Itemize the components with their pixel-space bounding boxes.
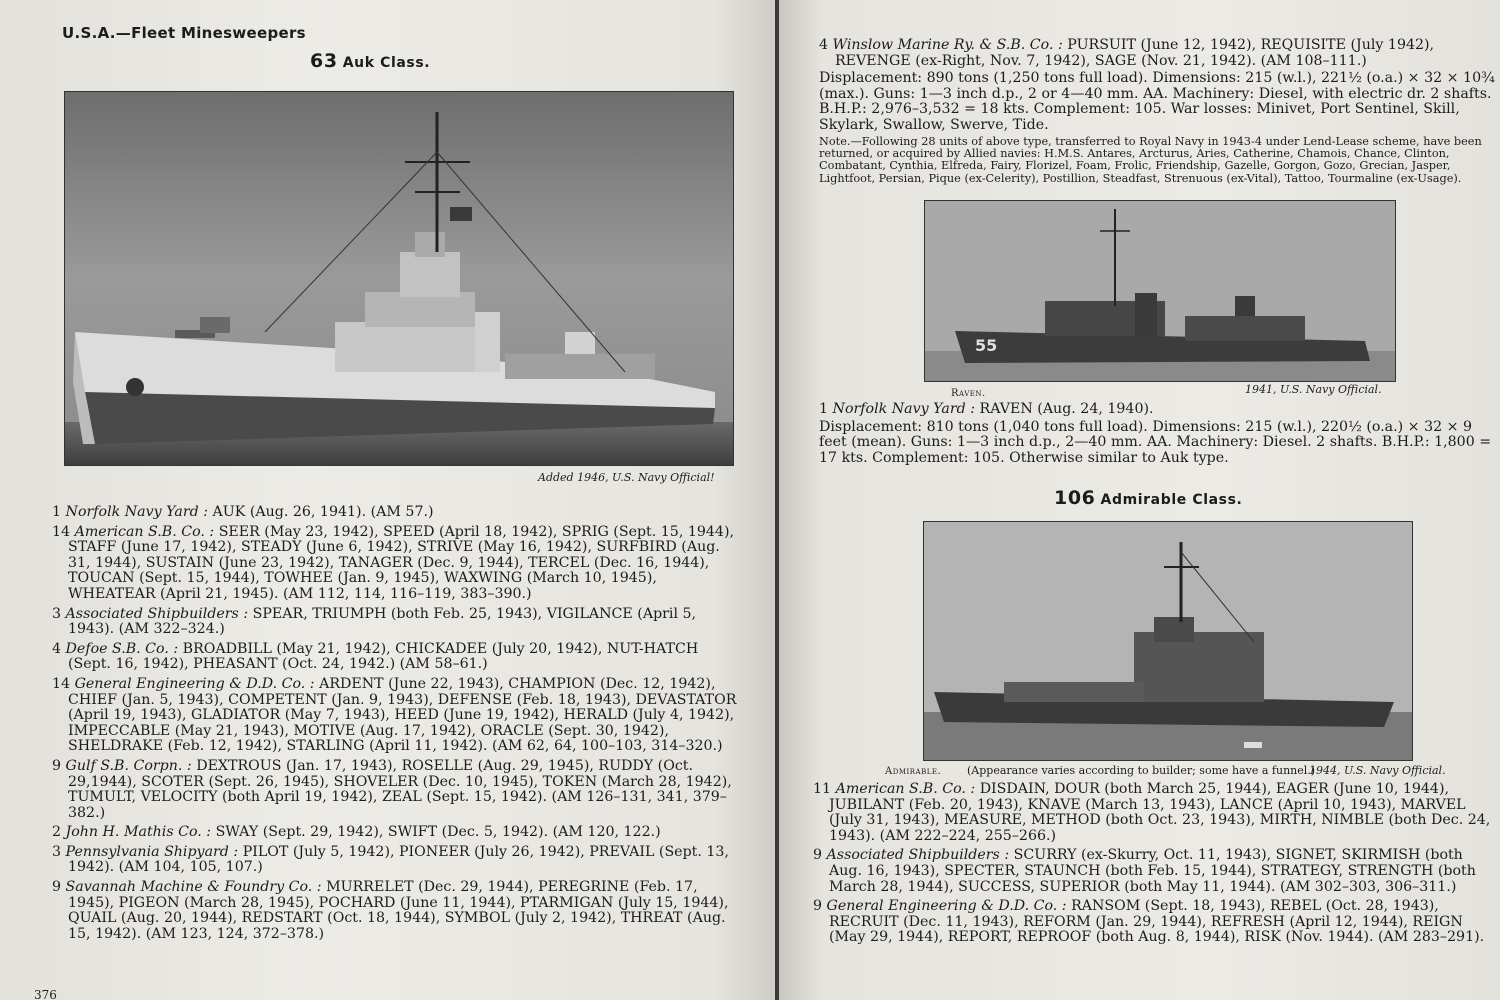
- entry-savannah-machine: 9 Savannah Machine & Foundry Co. : MURRELET (Dec. 29, 1944), PEREGRINE (Feb. 17, 1945), PIGEON (March 28, 1945), POCHARD (June 11, 1944), PTARMIGAN (July 15, 1944), QUAIL (Aug. 20, 1944), REDSTART (Oct. 18, 1944), SYMBOL (July 2, 1942), THREAT (Aug. 15, 1942). (AM 123, 124, 372–378.): [52, 879, 729, 942]
- auk-builders-list: [52, 505, 742, 946]
- page-header: U.S.A.—Fleet Minesweepers: [62, 24, 306, 42]
- admirable-class-name: Admirable Class.: [1100, 492, 1243, 508]
- auk-class-count: 63: [310, 50, 338, 72]
- raven-specifications: Displacement: 810 tons (1,040 tons full load). Dimensions: 215 (w.l.), 220½ (o.a.) × 32 × 9 feet (mean). Guns: 1—3 inch d.p., 2—40 mm. AA. Machinery: Diesel. 2 shafts. B.H.P.: 1,800 = 17 kts. Complement: 105. Otherwise similar to Auk type.: [819, 418, 1492, 466]
- admirable-caption-name: Admirable.: [885, 766, 942, 777]
- admirable-caption-note: (Appearance varies according to builder; some have a funnel.): [967, 764, 1316, 777]
- raven-caption-credit: 1941, U.S. Navy Official.: [1245, 383, 1382, 396]
- entry-admirable-american-sb: 11 American S.B. Co. : DISDAIN, DOUR (both March 25, 1944), EAGER (June 10, 1944), JUBILANT (Feb. 20, 1943), KNAVE (March 13, 1943), LANCE (April 10, 1943), MARVEL (July 31, 1943), MEASURE, METHOD (both Oct. 23, 1943), MIRTH, NIMBLE (both Dec. 24, 1943). (AM 222–224, 255–266.): [813, 781, 1491, 844]
- admirable-caption-credit: 1944, U.S. Navy Official.: [1309, 764, 1446, 777]
- entry-defoe-sb: 4 Defoe S.B. Co. : BROADBILL (May 21, 1942), CHICKADEE (July 20, 1942), NUT-HATCH (Sept. 16, 1942), PHEASANT (Oct. 24, 1942.) (AM 58–61.): [52, 640, 699, 673]
- admirable-ship-photo: [923, 521, 1413, 761]
- entry-norfolk-auk: 1 Norfolk Navy Yard : AUK (Aug. 26, 1941). (AM 57.): [52, 504, 434, 520]
- raven-caption-name: Raven.: [951, 388, 986, 399]
- auk-class-name: Auk Class.: [342, 55, 431, 71]
- auk-photo-caption: Added 1946, U.S. Navy Official!: [538, 471, 715, 484]
- admirable-class-heading: [1054, 487, 1242, 509]
- admirable-builders-list: [813, 782, 1497, 950]
- auk-specifications: Displacement: 890 tons (1,250 tons full load). Dimensions: 215 (w.l.), 221½ (o.a.) × 32 × 10¾ (max.). Guns: 1—3 inch d.p., 2 or 4—40 mm. AA. Machinery: Diesel, with electric dr. 2 shafts. B.H.P.: 2,976–3,532 = 18 kts. Complement: 105. War losses: Minivet, Port Sentinel, Skill, Skylark, Swallow, Swerve, Tide.: [819, 70, 1495, 133]
- lend-lease-note: Note.—Following 28 units of above type, transferred to Royal Navy in 1943-4 under Lend-Lease scheme, have been returned, or acquired by Allied navies: H.M.S. Antares, Arcturus, Aries, Catherine, Chamois, Chance, Clinton, Combatant, Cynthia, Elfreda, Fairy, Florizel, Foam, Frolic, Friendship, Gazelle, Gorgon, Gozo, Grecian, Jasper, Lightfoot, Persian, Pique (ex-Celerity), Postillion, Steadfast, Strenuous (ex-Vital), Tattoo, Tourmaline (ex-Usage).: [819, 134, 1482, 185]
- raven-ship-image: [925, 201, 1395, 381]
- entry-admirable-associated: 9 Associated Shipbuilders : SCURRY (ex-Skurry, Oct. 11, 1943), SIGNET, SKIRMISH (both Aug. 16, 1943), SPECTER, STAUNCH (both Feb. 15, 1944), STRATEGY, STRENGTH (both March 28, 1944), SUCCESS, SUPERIOR (both May 11, 1944). (AM 302–303, 306–311.): [813, 847, 1476, 895]
- entry-pennsylvania-shipyard: 3 Pennsylvania Shipyard : PILOT (July 5, 1942), PIONEER (July 26, 1942), PREVAIL (Sept. 13, 1942). (AM 104, 105, 107.): [52, 843, 729, 876]
- entry-associated-shipbuilders: 3 Associated Shipbuilders : SPEAR, TRIUMPH (both Feb. 25, 1943), VIGILANCE (April 5, 1943). (AM 322–324.): [52, 605, 697, 638]
- auk-class-heading: [310, 50, 430, 72]
- entry-american-sb: 14 American S.B. Co. : SEER (May 23, 1942), SPEED (April 18, 1942), SPRIG (Sept. 15, 1944), STAFF (June 17, 1942), STEADY (June 6, 1942), STRIVE (May 16, 1942), SURFBIRD (Aug. 31, 1944), SUSTAIN (June 23, 1942), TANAGER (Dec. 9, 1944), TERCEL (Dec. 16, 1944), TOUCAN (Sept. 15, 1944), TOWHEE (Jan. 9, 1945), WAXWING (March 10, 1945), WHEATEAR (April 21, 1945). (AM 112, 114, 116–119, 383–390.): [52, 523, 734, 602]
- entry-gulf-sb: 9 Gulf S.B. Corpn. : DEXTROUS (Jan. 17, 1943), ROSELLE (Aug. 29, 1945), RUDDY (Oct. 29,1944), SCOTER (Sept. 26, 1945), SHOVELER (Dec. 10, 1945), TOKEN (March 28, 1942), TUMULT, VELOCITY (both April 19, 1942), ZEAL (Sept. 15, 1942). (AM 126–131, 341, 379–382.): [52, 757, 732, 821]
- raven-hull-number: 55: [975, 336, 998, 355]
- winslow-entry: 4 Winslow Marine Ry. & S.B. Co. : PURSUIT (June 12, 1942), REQUISITE (July 1942), REVENGE (ex-Right, Nov. 7, 1942), SAGE (Nov. 21, 1942). (AM 108–111.) Displacement: 890 tons (1,250 tons full load). Dimensions: 215 (w.l.), 221½ (o.a.) × 32 × 10¾ (max.). Guns: 1—3 inch d.p., 2 or 4—40 mm. AA. Machinery: Diesel, with electric dr. 2 shafts. B.H.P.: 2,976–3,532 = 18 kts. Complement: 105. War losses: Minivet, Port Sentinel, Skill, Skylark, Swallow, Swerve, Tide. Note.—Following 28 units of above type, transferred to Royal Navy in 1943-4 under Lend-Lease scheme, have been returned, or acquired by Allied navies: H.M.S. Antares, Arcturus, Aries, Catherine, Chamois, Chance, Clinton, Combatant, Cynthia, Elfreda, Fairy, Florizel, Foam, Frolic, Friendship, Gazelle, Gorgon, Gozo, Grecian, Jasper, Lightfoot, Persian, Pique (ex-Celerity), Postillion, Steadfast, Strenuous (ex-Vital), Tattoo, Tourmaline (ex-Usage).: [819, 38, 1497, 189]
- entry-admirable-general-engineering: 9 General Engineering & D.D. Co. : RANSOM (Sept. 18, 1943), REBEL (Oct. 28, 1943), RECRUIT (Dec. 11, 1943), REFORM (Jan. 29, 1944), REFRESH (April 12, 1944), REIGN (May 29, 1944), REPORT, REPROOF (both Aug. 8, 1944), RISK (Nov. 1944). (AM 283–291).: [813, 898, 1485, 946]
- admirable-ship-image: [924, 522, 1412, 760]
- raven-entry: 1 Norfolk Navy Yard : RAVEN (Aug. 24, 1940). Displacement: 810 tons (1,040 tons full load). Dimensions: 215 (w.l.), 220½ (o.a.) × 32 × 9 feet (mean). Guns: 1—3 inch d.p., 2—40 mm. AA. Machinery: Diesel. 2 shafts. B.H.P.: 1,800 = 17 kts. Complement: 105. Otherwise similar to Auk type.: [819, 402, 1497, 470]
- entry-general-engineering: 14 General Engineering & D.D. Co. : ARDENT (June 22, 1943), CHAMPION (Dec. 12, 1942), CHIEF (Jan. 5, 1943), COMPETENT (Jan. 9, 1943), DEFENSE (Feb. 18, 1943), DEVASTATOR (April 19, 1943), GLADIATOR (May 7, 1943), HEED (June 19, 1942), HERALD (July 4, 1942), IMPECCABLE (May 21, 1943), MOTIVE (Aug. 17, 1942), ORACLE (Sept. 30, 1942), SHELDRAKE (Feb. 12, 1942), STARLING (April 11, 1942). (AM 62, 64, 100–103, 314–320.): [52, 675, 737, 755]
- admirable-class-count: 106: [1054, 487, 1096, 509]
- right-page: [779, 0, 1500, 1000]
- auk-ship-image: [65, 92, 733, 465]
- entry-john-mathis: 2 John H. Mathis Co. : SWAY (Sept. 29, 1942), SWIFT (Dec. 5, 1942). (AM 120, 122.): [52, 824, 661, 841]
- page-number: 376: [34, 988, 57, 1000]
- auk-ship-photo: [64, 91, 734, 466]
- raven-ship-photo: [924, 200, 1396, 382]
